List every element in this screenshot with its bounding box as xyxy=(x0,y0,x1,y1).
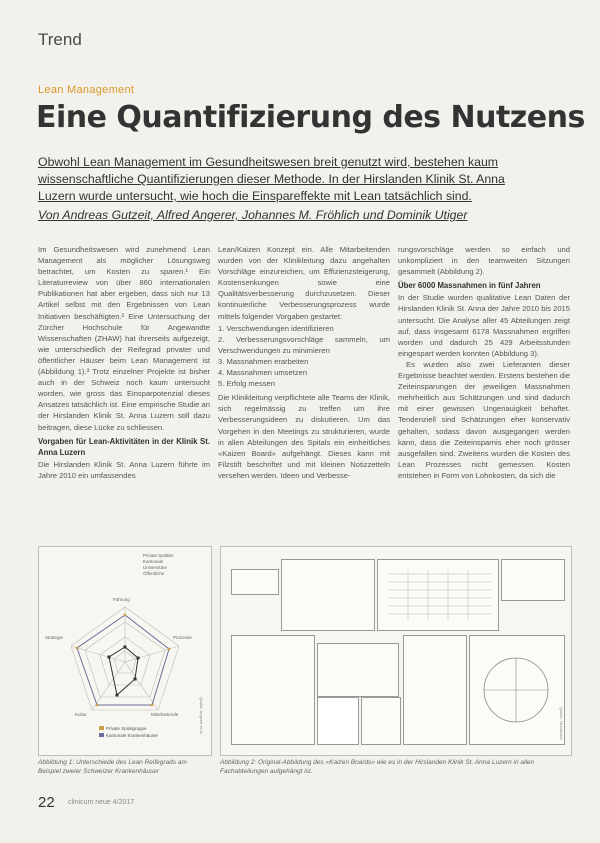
figure-2-caption: Abbildung 2: Original-Abbildung des «Kaizen Boards» wie es in der Hirslanden Klinik St. Anna Luzern in allen Fachabteilungen aufgehängt ist. xyxy=(220,759,535,775)
radar-chart-svg xyxy=(39,547,211,755)
axis-label: Prozesse xyxy=(173,635,192,640)
legend-entry: Private Spitäler xyxy=(143,553,174,558)
paragraph: Es wurden also zwei Lieferanten dieser Ergebnisse beachtet werden. Erstens bestehen die Zeiteinsparungen der jeweiligen Massnahmen mehrheitlich aus Schätzungen und sind dadurch mit einer gewissen Ungenauigkeit behaftet. Tendenziell sind Schätzungen eher konservativ gehalten, sodass davon ausgegangen werden kann, dass die Zeiteinsparnis eher noch grösser ausgefallen sind. Zweitens wurden die Kosten des Lean Prozesses nicht gemessen. Kosten entstehen in Form von Lohnkosten, da sich die xyxy=(398,359,570,480)
subheading: Vorgaben für Lean-Aktivitäten in der Klinik St. Anna Luzern xyxy=(38,436,210,457)
legend-entry: Kantonale xyxy=(143,559,164,564)
paragraph: Im Gesundheitswesen wird zunehmend Lean Management als möglicher Lösungsweg betrachtet, um Kosten zu sparen.¹ Ein Literaturreview von über 860 internationalen Publikationen hat aber ergeben, dass sich nur 13 Artikel selbst mit den Ergebnissen von Lean Initiativen beschäftigten.² Eine Untersuchung der Zürcher Hochschule für Angewandte Wissenschaften (ZHAW) hat ihrerseits aufgezeigt, wie unterschiedlich der Reifegrad privater und öffentlicher Häuser beim Lean Management ist (Abbildung 1).³ Trotz einzelner Projekte ist bisher auch in der Schweiz noch kaum untersucht worden, wie gross das Einsparpotenzial dieses Ansatzes tatsächlich ist. Eine empirische Studie an der Hirslanden Klinik St. Anna Luzern soll dazu beitragen, diese Lücke zu schliessen. xyxy=(38,245,210,432)
figure-1-caption: Abbildung 1: Unterschiede des Lean Reifegrads am Beispiel zweier Schweizer Krankenhäuser xyxy=(38,759,187,775)
figure-2-kaizen-board xyxy=(220,546,572,756)
legend-entry: Kantonale Krankenhäuser xyxy=(99,732,158,739)
steps-list xyxy=(218,323,390,390)
figure-source: Quelle: Hirslanden xyxy=(559,707,564,740)
board-circle xyxy=(470,636,564,744)
board-box xyxy=(317,643,399,697)
board-box xyxy=(469,635,565,745)
board-box xyxy=(231,635,315,745)
board-note xyxy=(317,697,359,745)
series-cantonal xyxy=(109,647,138,695)
article-title: Eine Quantifizierung des Nutzens xyxy=(36,100,585,135)
lead-line: Luzern wurde untersucht, wie hoch die Einspareffekte mit Lean tatsächlich sind. xyxy=(38,189,472,203)
lead-line: Obwohl Lean Management im Gesundheitswesen breit genutzt wird, bestehen kaum xyxy=(38,155,499,169)
list-item: 5. Erfolg messen xyxy=(218,379,275,389)
axis-label: Mitarbeitende xyxy=(151,712,179,717)
page-number: 22 xyxy=(38,794,55,811)
list-item: 2. Verbesserungsvorschläge sammeln, um Verschwendungen zu minimieren xyxy=(218,334,390,355)
lead-paragraph xyxy=(38,154,568,205)
radar-grid xyxy=(71,607,179,710)
lead-line: wissenschaftliche Quantifizierungen dieser Methode. In der Hirslanden Klinik St. Anna xyxy=(38,172,505,186)
figure-1-radar xyxy=(38,546,212,756)
topic-kicker: Lean Management xyxy=(38,84,135,96)
list-item: 1. Verschwendungen identifizieren xyxy=(218,323,334,333)
board-grid xyxy=(378,560,498,630)
legend-entry: Öffentliche xyxy=(143,571,165,576)
list-item: 4. Massnahmen umsetzen xyxy=(218,368,308,378)
legend-entry: Private Spitalgruppe xyxy=(99,725,158,732)
radar-legend xyxy=(143,553,174,577)
authors-line: Von Andreas Gutzeit, Alfred Angerer, Johannes M. Fröhlich und Dominik Utiger xyxy=(38,208,468,222)
paragraph: In der Studie wurden qualitative Lean Daten der Hirslanden Klinik St. Anna der Jahre 2010 bis 2015 untersucht. Die Analyse aller 45 Abteilungen zeigt auf, dass insgesamt 6178 Massnahmen ergriffen worden und dadurch 25 429 Arbeitsstunden eingespart werden konnten (Abbildung 3). xyxy=(398,293,570,358)
axis-label: Kultur xyxy=(75,712,87,717)
paragraph: Die Klinikleitung verpflichtete alle Teams der Klinik, sich regelmässig zu treffen um ihre Verbesserungsideen zu diskutieren. Um das Vorgehen in den Meetings zu strukturieren, wurde in allen Abteilungen des Spitals ein einheitliches «Kaizen Board» aufgehängt. Dieses kann mit Filzstift beschriftet und mit kleinen Notizzetteln versehen werden. Ideen und Verbesse- xyxy=(218,393,390,480)
board-box xyxy=(231,569,279,595)
figure-source: Quelle: Angerer et al. xyxy=(199,697,204,735)
subheading: Über 6000 Massnahmen in fünf Jahren xyxy=(398,281,541,291)
section-label: Trend xyxy=(38,30,82,49)
column-2 xyxy=(218,244,390,481)
paragraph: Die Hirslanden Klinik St. Anna Luzern führte im Jahre 2010 ein umfassendes xyxy=(38,459,210,480)
radar-bottom-legend xyxy=(99,725,158,739)
column-3 xyxy=(398,244,570,481)
paragraph: Lean/Kaizen Konzept ein. Alle Mitarbeitenden wurden von der Klinikleitung dazu angehalten Vorschläge einzureichen, um Effizienzsteigerung, Kostensenkungen sowie eine Qualitätsverbesserung durchzusetzen. Dieser kontinuierliche Verbesserungsprozess wurde mittels folgender Vorgaben gestartet: xyxy=(218,245,390,321)
board-box xyxy=(403,635,467,745)
paragraph: rungsvorschläge werden so einfach und unkompliziert in den teamweiten Sitzungen gesammelt (Abbildung 2). xyxy=(398,245,570,277)
list-item: 3. Massnahmen erarbeiten xyxy=(218,356,309,366)
axis-label: Strategie xyxy=(45,635,64,640)
board-box xyxy=(281,559,375,631)
board-box xyxy=(361,697,401,745)
board-box xyxy=(377,559,499,631)
column-1 xyxy=(38,244,210,481)
axis-label: Führung xyxy=(113,597,130,602)
board-box xyxy=(501,559,565,601)
journal-name: clinicum neue 4/2017 xyxy=(68,799,135,806)
legend-entry: Universitäre xyxy=(143,565,168,570)
